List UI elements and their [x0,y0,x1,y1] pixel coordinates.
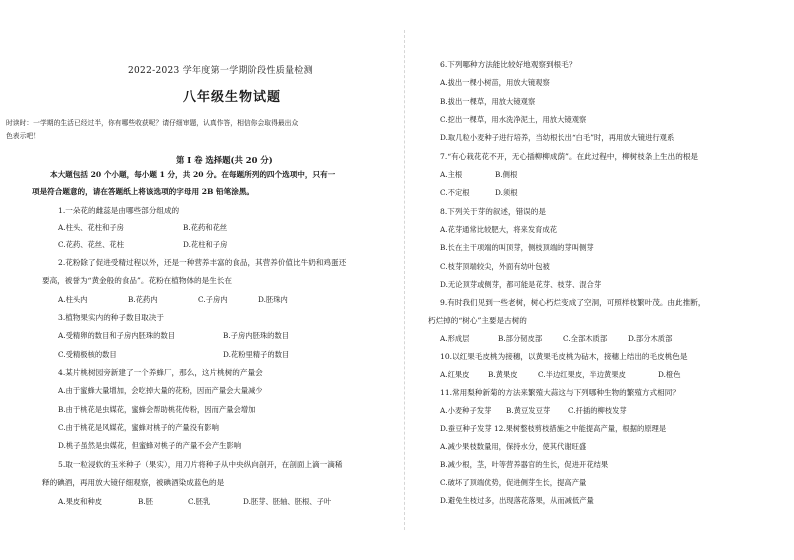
question-11-stem: 11.常用梨种新菊的方法来繁殖大蒜这与下列哪种生物的繁殖方式相同？ [440,388,680,397]
question-4-stem: 4.某片桃树园旁新建了一个养蜂厂，那么，这片桃树的产量会 [58,368,263,377]
question-8-option-b[interactable]: B.长在主干项端的叫顶芽，侧枝顶端的芽叫侧芽 [440,243,594,252]
notice-line-2: 色表示吧！ [6,132,40,140]
question-9-stem-2: 朽烂掉的“树心”主要是古树的 [428,316,527,325]
question-2-option-d[interactable]: D.胚珠内 [258,295,288,304]
question-1-option-c[interactable]: C.花药、花丝、花柱 [58,240,125,249]
question-11-option-a[interactable]: A.小麦种子发芽 [440,406,492,415]
question-5-option-a[interactable]: A.果皮和种皮 [58,497,103,506]
section-title: 第 I 卷 选择题(共 20 分) [176,155,273,165]
question-10-option-c[interactable]: C.半边红果皮，半边黄果皮 [538,370,626,379]
question-3-stem: 3.植物果实内的种子数目取决于 [58,313,164,322]
question-8-option-c[interactable]: C.枝芽顶端较尖，外面有幼叶包被 [440,262,550,271]
question-11-option-c[interactable]: C.扦插的柳枝发芽 [568,406,627,415]
question-2-option-b[interactable]: B.花药内 [128,295,158,304]
question-4-option-d[interactable]: D.桃子虽然是虫媒花，但蜜蜂对桃子的产量不会产生影响 [58,441,242,450]
question-6-option-c[interactable]: C.挖出一棵草，用水洗净泥土，用放大镜观察 [440,115,587,124]
question-12-option-d[interactable]: D.避免生枝过多，出现落花落果，从而减低产量 [440,496,594,505]
question-8-option-d[interactable]: D.无论顶芽或侧芽，都可能是花芽、枝芽、混合芽 [440,280,602,289]
subject-title: 八年级生物试题 [183,90,282,105]
question-7-option-a[interactable]: A.主根 [440,170,463,179]
column-divider [404,30,405,530]
question-1-option-a[interactable]: A.柱头、花柱和子房 [58,223,124,232]
question-5-stem-1: 5.取一粒浸软的玉米种子（果实），用刀片将种子从中央纵向剖开，在剖面上滴一滴稀 [58,460,343,469]
question-3-option-a[interactable]: A.受精卵的数目和子房内胚珠的数目 [58,331,176,340]
question-11-option-d-and-question-12-stem[interactable]: D.蚕豆种子发芽 12.果树整枝剪枝措施之中能提高产量，根据的原理是 [440,424,667,433]
question-7-stem: 7.“有心栽花花不开，无心插柳柳成荫”。在此过程中，柳树枝条上生出的根是 [440,152,699,161]
question-7-option-c[interactable]: C.不定根 [440,188,470,197]
question-3-option-d[interactable]: D.花粉里精子的数目 [223,350,290,359]
question-10-option-d[interactable]: D.橙色 [658,370,681,379]
exam-title: 2022-2023 学年度第一学期阶段性质量检测 [128,66,313,76]
notice-line-1: 时读时：一学期的生活已经过半，你有哪些收获呢？请仔细审题，认真作答，相信你会取得最出众 [6,119,299,127]
question-5-option-c[interactable]: C.胚乳 [188,497,211,506]
question-6-option-a[interactable]: A.拔出一棵小树苗，用放大镜观察 [440,78,550,87]
section-instruction-2: 项是符合题意的，请在答题纸上将该选项的字母用 2B 铅笔涂黑。 [32,187,255,196]
question-4-option-a[interactable]: A.由于蜜蜂大量增加，会吃掉大量的花粉，因而产量会大量减少 [58,386,263,395]
question-2-option-a[interactable]: A.柱头内 [58,295,88,304]
question-1-option-b[interactable]: B.花药和花丝 [183,223,228,232]
section-instruction-1: 本大题包括 20 个小题，每小题 1 分，共 20 分。在每题所列的四个选项中，只有一 [50,170,336,179]
question-4-option-b[interactable]: B.由于桃花是虫媒花，蜜蜂会帮助桃花传粉，因而产量会增加 [58,405,256,414]
question-4-option-c[interactable]: C.由于桃花是风媒花，蜜蜂对桃子的产量没有影响 [58,423,219,432]
question-3-option-b[interactable]: B.子房内胚珠的数目 [223,331,290,340]
question-9-option-a[interactable]: A.形成层 [440,334,470,343]
question-6-option-d[interactable]: D.取几粒小麦种子进行培养，当幼根长出“白毛”时，再用放大镜进行观系 [440,133,675,142]
question-2-stem-2: 要高，被誉为“黄金般的食品”。花粉在植物体的是生长在 [42,276,233,285]
question-10-option-b[interactable]: B.黄果皮 [488,370,518,379]
question-8-option-a[interactable]: A.花芽通常比较肥大，将来发育成花 [440,225,558,234]
question-9-option-d[interactable]: D.部分木质部 [628,334,673,343]
question-5-option-d[interactable]: D.胚芽、胚轴、胚根、子叶 [243,497,332,506]
question-9-option-c[interactable]: C.全部木质部 [563,334,608,343]
question-11-option-b[interactable]: B.黄豆发豆芽 [506,406,551,415]
question-9-stem-1: 9.有时我们见到一些老树，树心朽烂变成了空洞，可照样枝繁叶茂。由此推断， [440,298,706,307]
question-8-stem: 8.下列关于芽的叙述，错误的是 [440,207,546,216]
question-2-stem-1: 2.花粉除了促进受精过程以外，还是一种营养丰富的食品，其营养价值比牛奶和鸡蛋还 [58,258,347,267]
question-12-option-c[interactable]: C.破坏了顶端优势，促进侧芽生长，提高产量 [440,478,587,487]
question-9-option-b[interactable]: B.部分韧皮部 [498,334,543,343]
question-2-option-c[interactable]: C.子房内 [198,295,228,304]
question-10-option-a[interactable]: A.红果皮 [440,370,470,379]
question-12-option-b[interactable]: B.减少根，茎，叶等营养器官的生长，促进开花结果 [440,460,609,469]
question-7-option-b[interactable]: B.侧根 [495,170,518,179]
question-5-option-b[interactable]: B.胚 [138,497,153,506]
question-3-option-c[interactable]: C.受精极核的数目 [58,350,117,359]
question-10-stem: 10.以红果毛皮桃为接穗，以黄果毛皮桃为砧木，接穗上结出的毛皮桃色是 [440,352,688,361]
question-6-stem: 6.下列哪种方法能比较好地观察到根毛？ [440,60,577,69]
question-5-stem-2: 释的碘酒，再用放大镜仔细观察，被碘酒染成蓝色的是 [42,478,225,487]
question-6-option-b[interactable]: B.拔出一棵草，用放大镜观察 [440,97,536,106]
question-1-option-d[interactable]: D.花柱和子房 [183,240,228,249]
question-1-stem: 1.一朵花的雌蕊是由哪些部分组成的 [58,206,180,215]
question-12-option-a[interactable]: A.减少果枝数量用，保持水分，使其代谢旺盛 [440,442,587,451]
question-7-option-d[interactable]: D.须根 [495,188,518,197]
